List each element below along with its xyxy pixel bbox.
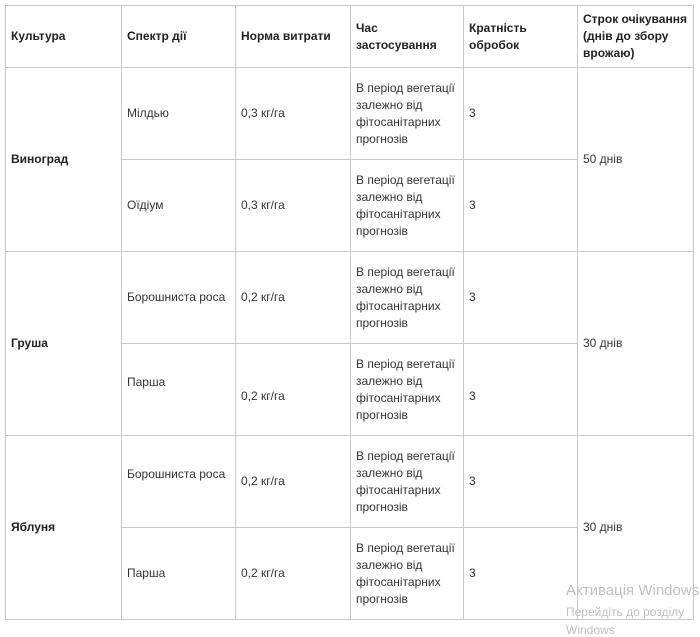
crop-cell: Груша [6,252,122,436]
rate-text: 0,2 кг/га [241,389,285,403]
rate-cell: 0,3 кг/га [236,160,351,252]
count-cell [464,344,578,436]
activation-watermark-os: Windows [566,623,615,637]
time-cell: В період вегетації залежно від фітосанітарних прогнозів [351,160,464,252]
count-cell: 3 [464,160,578,252]
spectrum-cell [122,344,236,436]
time-cell: В період вегетації залежно від фітосанітарних прогнозів [351,528,464,620]
spectrum-cell: Борошниста роса [122,252,236,344]
rate-cell: 0,3 кг/га [236,68,351,160]
header-wait: Строк очікування (днів до збору врожаю) [578,6,694,68]
pesticide-table [5,5,694,620]
header-count: Кратність обробок [464,6,578,68]
header-spectrum: Спектр дії [122,6,236,68]
crop-cell: Виноград [6,68,122,252]
time-cell: В період вегетації залежно від фітосанітарних прогнозів [351,68,464,160]
header-row [6,6,694,68]
wait-cell: 30 днів [578,252,694,436]
spectrum-cell: Мілдью [122,68,236,160]
count-cell: 3 [464,252,578,344]
time-cell: В період вегетації залежно від фітосанітарних прогнозів [351,252,464,344]
header-rate: Норма витрати [236,6,351,68]
count-text: 3 [469,389,476,403]
count-cell: 3 [464,68,578,160]
header-crop: Культура [6,6,122,68]
spectrum-cell [122,436,236,528]
wait-cell: 50 днів [578,68,694,252]
spectrum-text: Парша [127,375,166,389]
wait-cell: 30 днів [578,436,694,620]
crop-cell: Яблуня [6,436,122,620]
time-cell: В період вегетації залежно від фітосанітарних прогнозів [351,344,464,436]
spectrum-cell: Парша [122,528,236,620]
time-cell: В період вегетації залежно від фітосанітарних прогнозів [351,436,464,528]
spectrum-text: Борошниста роса [127,467,226,481]
activation-watermark-title: Активація Windows [566,582,700,599]
count-cell: 3 [464,436,578,528]
spectrum-cell: Оїдіум [122,160,236,252]
table-row [6,252,694,344]
activation-watermark-hint: Перейдіть до розділу [566,605,685,619]
count-cell: 3 [464,528,578,620]
table-row [6,68,694,160]
rate-cell [236,344,351,436]
rate-cell: 0,2 кг/га [236,436,351,528]
table-row [6,436,694,528]
header-time: Час застосування [351,6,464,68]
rate-cell: 0,2 кг/га [236,528,351,620]
rate-cell: 0,2 кг/га [236,252,351,344]
